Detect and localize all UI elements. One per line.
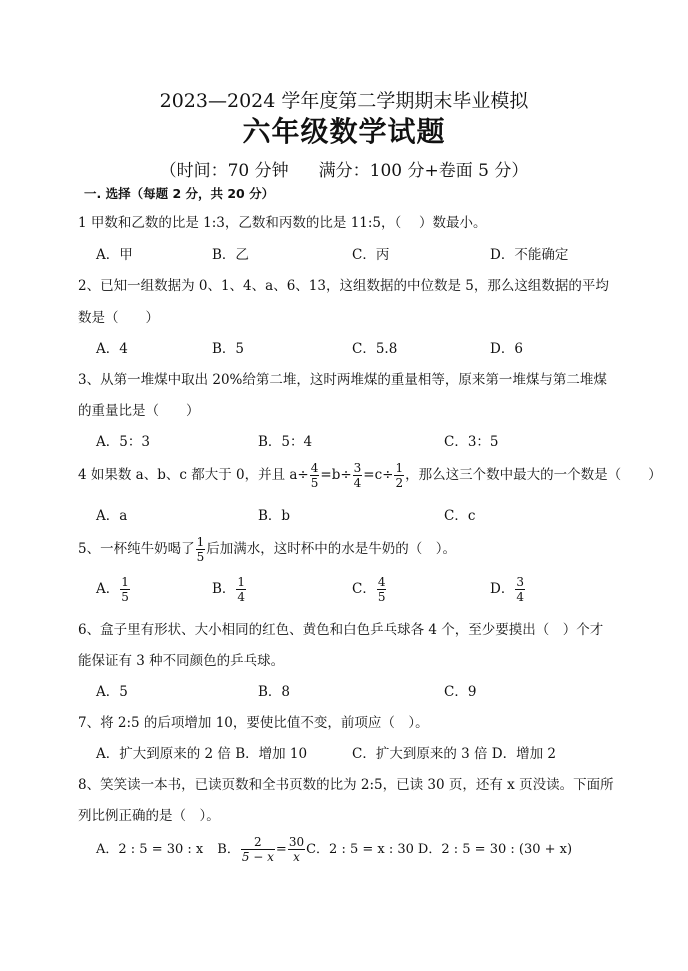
question-8-line1: 8、笑笑读一本书，已读页数和全书页数的比为 2:5，已读 30 页，还有 x 页没读。下面所 xyxy=(78,777,614,793)
q1-option-c: C．丙 xyxy=(352,247,390,263)
q5-option-c: C． $\frac{4}{5}$ xyxy=(352,575,386,604)
section-heading: 一. 选择（每题 2 分，共 20 分） xyxy=(84,186,275,201)
q4-option-c: C．c xyxy=(444,508,476,524)
question-2-line2: 数是（ ） xyxy=(78,310,159,326)
q6-option-c: C．9 xyxy=(444,684,477,700)
q5-fraction: $\frac{1}{5}$ xyxy=(196,535,205,564)
question-5: 5、一杯纯牛奶喝了 $\frac{1}{5}$ 后加满水，这时杯中的水是牛奶的（ ）。 xyxy=(78,535,456,564)
question-7: 7、将 2:5 的后项增加 10，要使比值不变，前项应（ ）。 xyxy=(78,715,429,731)
q4-fraction-1: $\frac{4}{5}$ xyxy=(310,461,319,490)
q4-option-a: A．a xyxy=(96,508,128,524)
q1-option-d: D．不能确定 xyxy=(490,247,569,263)
question-3-line1: 3、从第一堆煤中取出 20%给第二堆，这时两堆煤的重量相等，原来第一堆煤与第二堆煤 xyxy=(78,372,607,388)
exam-time: （时间：70 分钟 xyxy=(159,161,289,181)
q8-option-d: D．2 : 5 = 30 : (30 + x) xyxy=(417,842,573,857)
question-3-line2: 的重量比是（ ） xyxy=(78,403,200,419)
q2-option-b: B．5 xyxy=(212,341,245,357)
q3-option-a: A．5：3 xyxy=(96,434,150,450)
q8-option-b: B． $\frac{2}{5 - x}$ = $\frac{30}{x}$ xyxy=(217,835,305,864)
q1-option-a: A．甲 xyxy=(96,247,133,263)
q5-option-b: B． $\frac{1}{4}$ xyxy=(212,575,246,604)
q4-option-b: B．b xyxy=(258,508,291,524)
q4-fraction-2: $\frac{3}{4}$ xyxy=(353,461,362,490)
question-2-line1: 2、已知一组数据为 0、1、4、a、6、13，这组数据的中位数是 5，那么这组数据的平均 xyxy=(78,278,609,294)
q3-option-c: C．3：5 xyxy=(444,434,499,450)
q1-option-b: B．乙 xyxy=(212,247,249,263)
q7-options-ab: A．扩大到原来的 2 倍 B．增加 10 xyxy=(96,746,308,762)
q8-options xyxy=(96,828,572,872)
exam-score: 满分：100 分+卷面 5 分） xyxy=(318,161,529,181)
question-8-line2: 列比例正确的是（ ）。 xyxy=(78,808,220,824)
q8-option-c: C．2 : 5 = x : 30 xyxy=(306,842,414,857)
q6-option-b: B．8 xyxy=(258,684,291,700)
q6-option-a: A．5 xyxy=(96,684,128,700)
q8-option-a: A．2 : 5 = 30 : x xyxy=(96,842,204,857)
q5-option-a: A． $\frac{1}{5}$ xyxy=(96,575,129,604)
q4-fraction-3: $\frac{1}{2}$ xyxy=(395,461,404,490)
exam-subtitle: 2023—2024 学年度第二学期期末毕业模拟 xyxy=(159,90,529,112)
exam-info xyxy=(0,156,688,181)
question-1: 1 甲数和乙数的比是 1:3，乙数和丙数的比是 11:5，（ ）数最小。 xyxy=(78,215,487,231)
question-4: 4 如果数 a、b、c 都大于 0，并且 a÷ $\frac{4}{5}$ =b÷ $\frac{3}{4}$ =c÷ $\frac{1}{2}$ ，那么这三个数中最大的一个数是（ ） xyxy=(78,461,662,490)
q7-options-cd: C．扩大到原来的 3 倍 D．增加 2 xyxy=(352,746,556,762)
q3-option-b: B．5：4 xyxy=(258,434,313,450)
q5-option-d: D． $\frac{3}{4}$ xyxy=(490,575,524,604)
q2-option-a: A．4 xyxy=(96,341,128,357)
q2-option-d: D．6 xyxy=(490,341,523,357)
question-6-line1: 6、盒子里有形状、大小相同的红色、黄色和白色乒乓球各 4 个，至少要摸出（ ）个才 xyxy=(78,622,604,638)
q2-option-c: C．5.8 xyxy=(352,341,398,357)
question-6-line2: 能保证有 3 种不同颜色的乒乓球。 xyxy=(78,653,285,669)
exam-title: 六年级数学试题 xyxy=(242,115,446,148)
